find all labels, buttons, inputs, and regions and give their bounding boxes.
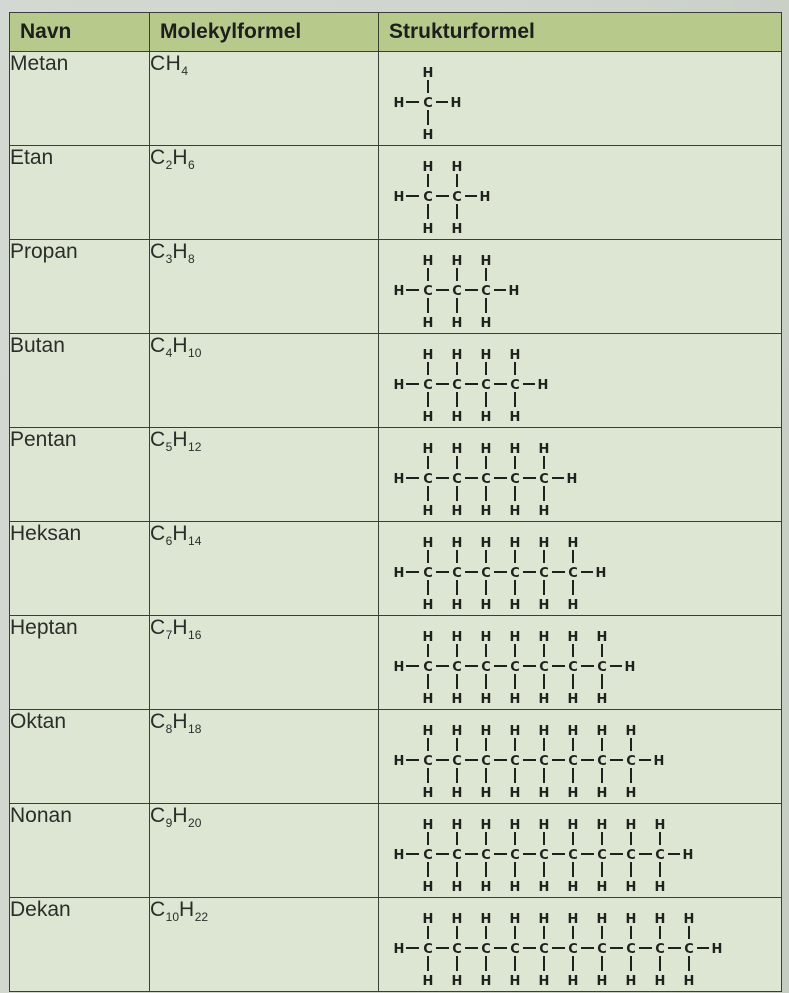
hydrogen-atom: H	[422, 692, 434, 707]
table-row	[10, 334, 782, 428]
hydrogen-atom: H	[538, 724, 550, 739]
header-formula: Molekylformel	[150, 13, 379, 52]
hydrogen-atom: H	[567, 912, 579, 927]
carbon-atom: C	[597, 848, 607, 863]
hydrogen-atom: H	[422, 254, 434, 269]
table-row	[10, 898, 782, 992]
hydrogen-atom: H	[509, 786, 521, 801]
carbon-atom: C	[655, 942, 665, 957]
carbon-atom: C	[452, 848, 462, 863]
carbon-atom: C	[539, 566, 549, 581]
carbon-atom: C	[423, 660, 433, 675]
formula-hydrogen-subscript: 20	[188, 816, 202, 830]
formula-carbon-symbol: C	[150, 898, 166, 921]
hydrogen-atom: H	[480, 442, 492, 457]
carbon-atom: C	[510, 566, 520, 581]
hydrogen-atom: H	[480, 974, 492, 989]
carbon-atom: C	[684, 942, 694, 957]
formula-hydrogen-subscript: 10	[188, 346, 202, 360]
hydrogen-atom: H	[422, 348, 434, 363]
formula-carbon-subscript: 6	[165, 534, 173, 548]
formula-carbon-symbol: C	[150, 616, 166, 639]
terminal-hydrogen: H	[711, 942, 723, 957]
formula-carbon-symbol: C	[150, 522, 166, 545]
carbon-atom: C	[452, 660, 462, 675]
terminal-hydrogen: H	[393, 378, 405, 393]
hydrogen-atom: H	[422, 222, 434, 237]
carbon-atom: C	[423, 284, 433, 299]
formula-hydrogen-symbol: H	[172, 710, 189, 733]
carbon-atom: C	[568, 848, 578, 863]
hydrogen-atom: H	[480, 724, 492, 739]
carbon-atom: C	[481, 942, 491, 957]
hydrogen-atom: H	[422, 598, 434, 613]
hydrogen-atom: H	[422, 880, 434, 895]
hydrogen-atom: H	[596, 724, 608, 739]
formula-carbon-symbol: C	[150, 52, 166, 75]
carbon-atom: C	[481, 472, 491, 487]
carbon-atom: C	[626, 754, 636, 769]
hydrogen-atom: H	[625, 880, 637, 895]
hydrogen-atom: H	[538, 912, 550, 927]
terminal-hydrogen: H	[682, 848, 694, 863]
hydrogen-atom: H	[422, 128, 434, 143]
carbon-atom: C	[510, 942, 520, 957]
carbon-atom: C	[423, 942, 433, 957]
hydrogen-atom: H	[567, 692, 579, 707]
alkane-name: Oktan	[10, 710, 150, 804]
hydrogen-atom: H	[451, 410, 463, 425]
hydrogen-atom: H	[538, 880, 550, 895]
carbon-atom: C	[481, 660, 491, 675]
hydrogen-atom: H	[538, 974, 550, 989]
structural-formula-drawing	[379, 616, 781, 709]
carbon-atom: C	[452, 566, 462, 581]
hydrogen-atom: H	[451, 880, 463, 895]
structural-formula	[379, 804, 782, 898]
hydrogen-atom: H	[451, 536, 463, 551]
hydrogen-atom: H	[480, 912, 492, 927]
molecular-formula	[150, 428, 379, 522]
carbon-atom: C	[452, 284, 462, 299]
hydrogen-atom: H	[480, 348, 492, 363]
table-row	[10, 146, 782, 240]
carbon-atom: C	[423, 848, 433, 863]
terminal-hydrogen: H	[450, 96, 462, 111]
hydrogen-atom: H	[567, 786, 579, 801]
hydrogen-atom: H	[422, 536, 434, 551]
hydrogen-atom: H	[480, 410, 492, 425]
structural-formula-drawing	[379, 334, 781, 427]
hydrogen-atom: H	[596, 818, 608, 833]
hydrogen-atom: H	[422, 160, 434, 175]
formula-hydrogen-symbol: H	[172, 522, 189, 545]
formula-hydrogen-symbol: H	[172, 146, 189, 169]
hydrogen-atom: H	[422, 974, 434, 989]
formula-carbon-symbol: C	[150, 146, 166, 169]
formula-carbon-symbol: C	[150, 428, 166, 451]
hydrogen-atom: H	[451, 818, 463, 833]
hydrogen-atom: H	[596, 912, 608, 927]
structural-formula	[379, 522, 782, 616]
carbon-atom: C	[481, 378, 491, 393]
carbon-atom: C	[539, 848, 549, 863]
formula-hydrogen-symbol: H	[172, 804, 189, 827]
table-row	[10, 710, 782, 804]
structural-formula	[379, 710, 782, 804]
hydrogen-atom: H	[480, 254, 492, 269]
molecular-formula	[150, 616, 379, 710]
hydrogen-atom: H	[683, 974, 695, 989]
terminal-hydrogen: H	[393, 284, 405, 299]
hydrogen-atom: H	[625, 786, 637, 801]
structural-formula	[379, 428, 782, 522]
alkane-name: Pentan	[10, 428, 150, 522]
terminal-hydrogen: H	[393, 754, 405, 769]
formula-hydrogen-subscript: 8	[188, 252, 195, 266]
carbon-atom: C	[452, 190, 462, 205]
terminal-hydrogen: H	[479, 190, 491, 205]
terminal-hydrogen: H	[595, 566, 607, 581]
structural-formula-drawing	[379, 898, 781, 991]
formula-hydrogen-subscript: 22	[194, 910, 209, 924]
structural-formula	[379, 334, 782, 428]
hydrogen-atom: H	[422, 912, 434, 927]
hydrogen-atom: H	[538, 598, 550, 613]
hydrogen-atom: H	[567, 818, 579, 833]
terminal-hydrogen: H	[393, 190, 405, 205]
formula-carbon-symbol: C	[150, 240, 166, 263]
formula-hydrogen-subscript: 6	[188, 158, 195, 172]
formula-hydrogen-subscript: 12	[188, 440, 202, 454]
hydrogen-atom: H	[422, 442, 434, 457]
hydrogen-atom: H	[451, 786, 463, 801]
carbon-atom: C	[597, 754, 607, 769]
table-row	[10, 240, 782, 334]
hydrogen-atom: H	[451, 692, 463, 707]
hydrogen-atom: H	[480, 536, 492, 551]
carbon-atom: C	[597, 942, 607, 957]
alkane-name: Etan	[10, 146, 150, 240]
hydrogen-atom: H	[567, 880, 579, 895]
hydrogen-atom: H	[509, 912, 521, 927]
hydrogen-atom: H	[451, 630, 463, 645]
formula-hydrogen-symbol: H	[172, 616, 189, 639]
hydrogen-atom: H	[422, 818, 434, 833]
hydrogen-atom: H	[422, 724, 434, 739]
hydrogen-atom: H	[625, 818, 637, 833]
structural-formula-drawing	[379, 710, 781, 803]
alkane-name: Butan	[10, 334, 150, 428]
molecular-formula	[150, 240, 379, 334]
terminal-hydrogen: H	[393, 472, 405, 487]
formula-hydrogen-subscript: 4	[181, 64, 189, 78]
hydrogen-atom: H	[625, 912, 637, 927]
formula-carbon-subscript: 2	[165, 158, 173, 172]
carbon-atom: C	[510, 660, 520, 675]
hydrogen-atom: H	[451, 316, 463, 331]
hydrogen-atom: H	[596, 786, 608, 801]
alkane-name: Heksan	[10, 522, 150, 616]
hydrogen-atom: H	[480, 786, 492, 801]
hydrogen-atom: H	[596, 630, 608, 645]
terminal-hydrogen: H	[393, 566, 405, 581]
structural-formula	[379, 898, 782, 992]
hydrogen-atom: H	[480, 818, 492, 833]
formula-hydrogen-symbol: H	[172, 428, 189, 451]
hydrogen-atom: H	[422, 786, 434, 801]
hydrogen-atom: H	[567, 974, 579, 989]
hydrogen-atom: H	[509, 504, 521, 519]
hydrogen-atom: H	[538, 786, 550, 801]
formula-hydrogen-symbol: H	[165, 52, 182, 75]
hydrogen-atom: H	[451, 160, 463, 175]
carbon-atom: C	[626, 942, 636, 957]
structural-formula-drawing	[379, 52, 781, 145]
carbon-atom: C	[423, 96, 433, 111]
formula-hydrogen-symbol: H	[172, 240, 189, 263]
carbon-atom: C	[452, 942, 462, 957]
hydrogen-atom: H	[596, 880, 608, 895]
hydrogen-atom: H	[451, 348, 463, 363]
terminal-hydrogen: H	[537, 378, 549, 393]
formula-carbon-subscript: 8	[165, 722, 173, 736]
hydrogen-atom: H	[509, 630, 521, 645]
carbon-atom: C	[539, 942, 549, 957]
hydrogen-atom: H	[480, 504, 492, 519]
hydrogen-atom: H	[480, 880, 492, 895]
hydrogen-atom: H	[509, 442, 521, 457]
carbon-atom: C	[423, 754, 433, 769]
hydrogen-atom: H	[451, 222, 463, 237]
hydrogen-atom: H	[451, 504, 463, 519]
formula-carbon-symbol: C	[150, 710, 166, 733]
hydrogen-atom: H	[538, 630, 550, 645]
terminal-hydrogen: H	[653, 754, 665, 769]
table-row	[10, 52, 782, 146]
table-row	[10, 616, 782, 710]
carbon-atom: C	[452, 378, 462, 393]
hydrogen-atom: H	[509, 692, 521, 707]
molecular-formula	[150, 710, 379, 804]
carbon-atom: C	[510, 754, 520, 769]
hydrogen-atom: H	[422, 504, 434, 519]
alkane-name: Nonan	[10, 804, 150, 898]
structural-formula	[379, 52, 782, 146]
structural-formula	[379, 146, 782, 240]
hydrogen-atom: H	[538, 692, 550, 707]
molecular-formula	[150, 804, 379, 898]
molecular-formula	[150, 898, 379, 992]
formula-carbon-subscript: 4	[165, 346, 173, 360]
carbon-atom: C	[626, 848, 636, 863]
carbon-atom: C	[452, 472, 462, 487]
carbon-atom: C	[568, 754, 578, 769]
structural-formula	[379, 240, 782, 334]
carbon-atom: C	[481, 754, 491, 769]
hydrogen-atom: H	[596, 692, 608, 707]
hydrogen-atom: H	[451, 724, 463, 739]
hydrogen-atom: H	[567, 598, 579, 613]
carbon-atom: C	[510, 848, 520, 863]
carbon-atom: C	[423, 472, 433, 487]
carbon-atom: C	[481, 848, 491, 863]
molecular-formula	[150, 146, 379, 240]
carbon-atom: C	[510, 472, 520, 487]
carbon-atom: C	[481, 284, 491, 299]
hydrogen-atom: H	[625, 974, 637, 989]
hydrogen-atom: H	[654, 818, 666, 833]
structural-formula-drawing	[379, 522, 781, 615]
hydrogen-atom: H	[509, 410, 521, 425]
table-row	[10, 804, 782, 898]
hydrogen-atom: H	[683, 912, 695, 927]
formula-hydrogen-subscript: 16	[188, 628, 202, 642]
hydrogen-atom: H	[509, 598, 521, 613]
formula-carbon-subscript: 5	[165, 440, 173, 454]
hydrogen-atom: H	[451, 598, 463, 613]
terminal-hydrogen: H	[393, 848, 405, 863]
hydrogen-atom: H	[509, 880, 521, 895]
hydrogen-atom: H	[422, 66, 434, 81]
formula-carbon-subscript: 3	[165, 252, 173, 266]
hydrogen-atom: H	[480, 692, 492, 707]
hydrogen-atom: H	[654, 974, 666, 989]
carbon-atom: C	[568, 566, 578, 581]
carbon-atom: C	[539, 754, 549, 769]
hydrogen-atom: H	[451, 974, 463, 989]
carbon-atom: C	[452, 754, 462, 769]
formula-carbon-symbol: C	[150, 804, 166, 827]
hydrogen-atom: H	[654, 912, 666, 927]
hydrogen-atom: H	[567, 630, 579, 645]
hydrogen-atom: H	[480, 630, 492, 645]
formula-hydrogen-subscript: 18	[188, 722, 202, 736]
header-structure: Strukturformel	[379, 13, 782, 52]
alkane-name: Dekan	[10, 898, 150, 992]
hydrogen-atom: H	[451, 254, 463, 269]
hydrogen-atom: H	[509, 536, 521, 551]
header-row	[10, 13, 782, 52]
hydrogen-atom: H	[480, 316, 492, 331]
hydrogen-atom: H	[451, 442, 463, 457]
alkane-table	[9, 12, 782, 992]
formula-carbon-subscript: 9	[165, 816, 173, 830]
alkane-name: Propan	[10, 240, 150, 334]
alkane-name: Heptan	[10, 616, 150, 710]
formula-carbon-symbol: C	[150, 334, 166, 357]
terminal-hydrogen: H	[508, 284, 520, 299]
structural-formula	[379, 616, 782, 710]
terminal-hydrogen: H	[393, 942, 405, 957]
structural-formula-drawing	[379, 240, 781, 333]
structural-formula-drawing	[379, 146, 781, 239]
carbon-atom: C	[655, 848, 665, 863]
carbon-atom: C	[539, 472, 549, 487]
carbon-atom: C	[568, 660, 578, 675]
alkane-name: Metan	[10, 52, 150, 146]
hydrogen-atom: H	[567, 536, 579, 551]
carbon-atom: C	[423, 566, 433, 581]
hydrogen-atom: H	[422, 630, 434, 645]
hydrogen-atom: H	[509, 818, 521, 833]
hydrogen-atom: H	[596, 974, 608, 989]
header-name: Navn	[10, 13, 150, 52]
formula-carbon-subscript: 7	[165, 628, 173, 642]
hydrogen-atom: H	[480, 598, 492, 613]
hydrogen-atom: H	[451, 912, 463, 927]
hydrogen-atom: H	[538, 818, 550, 833]
carbon-atom: C	[568, 942, 578, 957]
hydrogen-atom: H	[567, 724, 579, 739]
structural-formula-drawing	[379, 428, 781, 521]
terminal-hydrogen: H	[393, 96, 405, 111]
carbon-atom: C	[423, 378, 433, 393]
carbon-atom: C	[481, 566, 491, 581]
formula-carbon-subscript: 10	[165, 910, 180, 924]
molecular-formula	[150, 334, 379, 428]
molecular-formula	[150, 52, 379, 146]
table-row	[10, 522, 782, 616]
formula-hydrogen-symbol: H	[172, 334, 189, 357]
terminal-hydrogen: H	[393, 660, 405, 675]
hydrogen-atom: H	[422, 316, 434, 331]
carbon-atom: C	[539, 660, 549, 675]
carbon-atom: C	[510, 378, 520, 393]
hydrogen-atom: H	[625, 724, 637, 739]
terminal-hydrogen: H	[624, 660, 636, 675]
molecular-formula	[150, 522, 379, 616]
structural-formula-drawing	[379, 804, 781, 897]
hydrogen-atom: H	[509, 724, 521, 739]
carbon-atom: C	[597, 660, 607, 675]
hydrogen-atom: H	[538, 504, 550, 519]
hydrogen-atom: H	[509, 348, 521, 363]
table-row	[10, 428, 782, 522]
carbon-atom: C	[423, 190, 433, 205]
terminal-hydrogen: H	[566, 472, 578, 487]
hydrogen-atom: H	[509, 974, 521, 989]
hydrogen-atom: H	[422, 410, 434, 425]
formula-hydrogen-subscript: 14	[188, 534, 202, 548]
formula-hydrogen-symbol: H	[179, 898, 195, 921]
hydrogen-atom: H	[538, 442, 550, 457]
hydrogen-atom: H	[538, 536, 550, 551]
hydrogen-atom: H	[654, 880, 666, 895]
